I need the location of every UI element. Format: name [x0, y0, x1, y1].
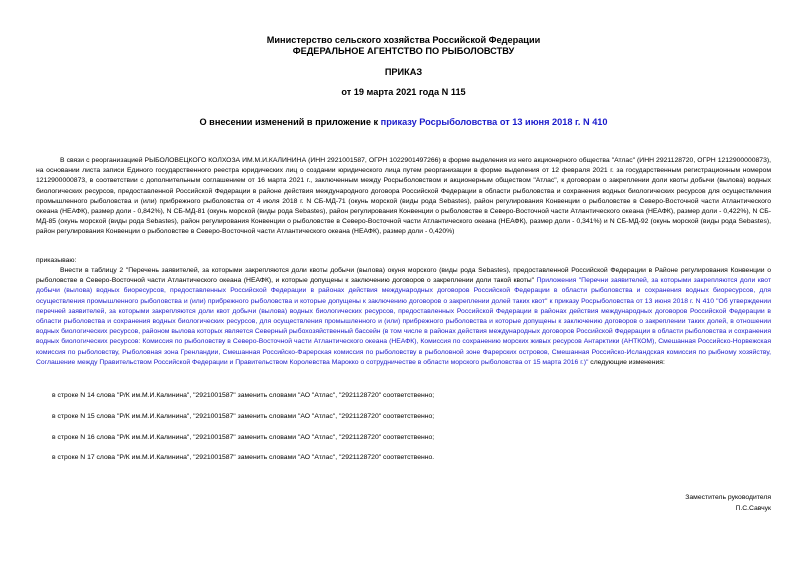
doc-title-link[interactable]: приказу Росрыболовства от 13 июня 2018 г. N 410 — [380, 117, 608, 127]
agency-heading: ФЕДЕРАЛЬНОЕ АГЕНТСТВО ПО РЫБОЛОВСТВУ — [292, 46, 515, 56]
main-text-part2: следующие изменения: — [588, 358, 665, 366]
change-row-17: в строке N 17 слова "Р/К им.М.И.Калинина", "2921001587" заменить словами "АО "Атлас", "2921128720" соответственно. — [52, 454, 435, 461]
signatory-position: Заместитель руководителя — [685, 494, 771, 501]
ministry-heading: Министерство сельского хозяйства Российской Федерации — [266, 35, 541, 45]
preamble-text: В связи с реорганизацией РЫБОЛОВЕЦКОГО КОЛХОЗА ИМ.М.И.КАЛИНИНА (ИНН 2921001587, ОГРН 1022901497266) в форме выделения из него акционерного общества "Атлас" (ИНН 2921128720, ОГРН 1212900000873), на основании листа записи Единого государственного реестра юридических лиц о создании юридического лица путем реорганизации в форме выделения от 12 февраля 2021 г. за государственным регистрационным номером 1212900000873, в соответствии с дополнительным соглашением от 16 марта 2021 г., заключенным между Росрыболовством и акционерным обществом "Атлас", к договорам о закреплении доли квоты добычи (вылова) водных биологических ресурсов, предоставленной Российской Федерации в районе действия международного договора Российской Федерации в области рыболовства и сохранения водных биологических ресурсов для осуществления промышленного рыболовства и (или) прибрежного рыболовства от 4 июля 2018 г. N СБ-МД-71 (окунь морской (виды рода Sebastes), район регулирования Конвенции о рыболовстве в Северо-Восточной части Атлантического океана (НЕАФК), размер доли - 0,842%), N СБ-МД-81 (окунь морской (виды рода Sebastes), район регулирования Конвенции о рыболовстве в Северо-Восточной части Атлантического океана (НЕАФК), размер доли - 0,422%), N СБ-МД-85 (окунь морской (виды рода Sebastes), район регулирования Конвенции о рыболовстве в Северо-Восточной части Атлантического океана (НЕАФК), размер доли - 0,341%) и N СБ-МД-92 (окунь морской (виды рода Sebastes), район регулирования Конвенции о рыболовстве в Северо-Восточной части Атлантического океана (НЕАФК), размер доли - 0,420%) — [36, 157, 771, 236]
main-text-part1: Внести в таблицу 2 "Перечень заявителей, за которыми закрепляются доли квоты добычи (вылова) окуня морского (виды рода Sebastes), предоставленной Российской Федерации в Районе регулирования Конвенции о рыболовстве в Северо-Восточной части Атлантического океана (НЕАФК), и которые допущены к заключению договоров о закреплении доли такой квоты" — [36, 267, 771, 285]
preamble-paragraph — [36, 156, 771, 248]
order-word: приказываю: — [36, 257, 77, 264]
main-paragraph — [36, 266, 771, 372]
doc-title-prefix: О внесении изменений в приложение к — [199, 117, 381, 127]
change-row-15: в строке N 15 слова "Р/К им.М.И.Калинина", "2921001587" заменить словами "АО "Атлас", "2921128720" соответственно; — [52, 413, 435, 420]
doc-title — [0, 117, 807, 128]
doc-type-heading: ПРИКАЗ — [384, 67, 423, 77]
doc-date-number: от 19 марта 2021 года N 115 — [341, 87, 466, 97]
change-row-16: в строке N 16 слова "Р/К им.М.И.Калинина", "2921001587" заменить словами "АО "Атлас", "2921128720" соответственно; — [52, 434, 435, 441]
signatory-name: П.С.Савчук — [735, 505, 771, 512]
appendix-link[interactable]: Приложения "Перечни заявителей, за которыми закрепляются доли квот добычи (вылова) водных биоресурсов, предоставленных Российской Федерации в районах действия международных договоров Российской Федерации в области рыболовства и сохранения водных биоресурсов, для осуществления промышленного рыболовства и (или) прибрежного рыболовства и которые допущены к заключению договоров о закреплении долей таких квот" к приказу Росрыболовства от 13 июня 2018 г. N 410 "Об утверждении перечней заявителей, за которыми закрепляются доли квот добычи (вылова) водных биологических ресурсов, предоставленных Российской Федерации в районах действия международных договоров Российской Федерации в области рыболовства и сохранения водных биологических ресурсов, для осуществления промышленного и (или) прибрежного рыболовства и которые допущены к заключению договоров о закреплении таких долей, в отношении водных биологических ресурсов, районом вылова которых является Северный рыбохозяйственный бассейн (в том числе в районах действия международных договоров Российской Федерации в области рыболовства и сохранения водных биологических ресурсов: Комиссия по рыболовству в Северо-Восточной части Атлантического океана (НЕАФК), Комиссия по сохранению морских живых ресурсов Антарктики (АНТКОМ), Смешанная Российско-Норвежская комиссия по рыболовству, Рыболовная зона Гренландии, Смешанная Российско-Фарерская комиссия по рыболовству в рыболовной зоне Фарерских островов, Смешанная Российско-Исландская комиссия по рыбному хозяйству, Соглашение между Правительством Российской Федерации и Правительством Королевства Марокко о сотрудничестве в области морского рыболовства от 15 марта 2016 г.)" — [36, 277, 771, 366]
change-row-14: в строке N 14 слова "Р/К им.М.И.Калинина", "2921001587" заменить словами "АО "Атлас", "2921128720" соответственно; — [52, 392, 435, 399]
